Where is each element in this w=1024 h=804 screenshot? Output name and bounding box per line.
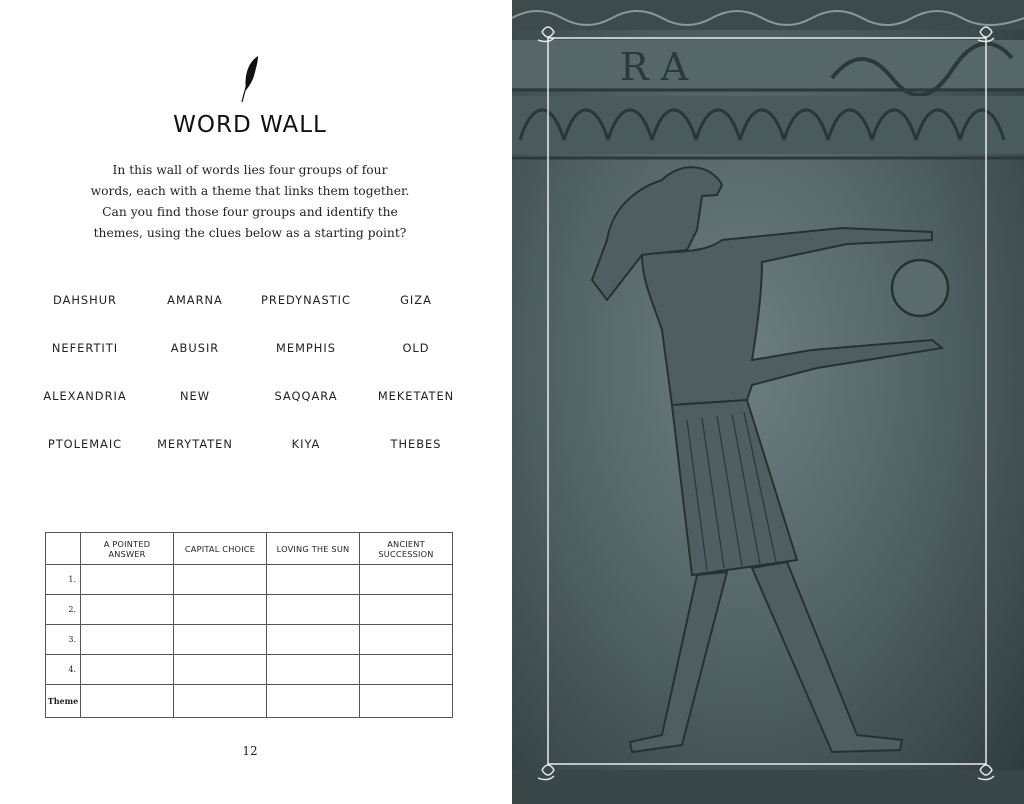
- column-header: LOVING THE SUN: [267, 533, 360, 565]
- egyptian-relief-image: [512, 0, 1024, 804]
- answer-cell[interactable]: [267, 625, 360, 655]
- column-header: CAPITAL CHOICE: [174, 533, 267, 565]
- left-leg: [630, 572, 727, 752]
- answer-cell[interactable]: [360, 655, 453, 685]
- answer-cell[interactable]: [174, 625, 267, 655]
- horus-figure: [592, 167, 942, 752]
- sun-disk: [892, 260, 948, 316]
- word-cell: GIZA: [400, 293, 432, 307]
- answer-cell[interactable]: [174, 655, 267, 685]
- row-label-theme: Theme: [46, 685, 81, 718]
- answer-cell[interactable]: [360, 565, 453, 595]
- theme-cell[interactable]: [360, 685, 453, 718]
- answer-cell[interactable]: [81, 655, 174, 685]
- table-row: [46, 655, 453, 685]
- answer-cell[interactable]: [267, 655, 360, 685]
- theme-cell[interactable]: [174, 685, 267, 718]
- word-cell: PTOLEMAIC: [47, 437, 123, 451]
- answer-cell[interactable]: [360, 595, 453, 625]
- word-cell: MEMPHIS: [276, 341, 336, 355]
- theme-cell[interactable]: [81, 685, 174, 718]
- bottom-band: [512, 770, 1024, 804]
- word-cell: ABUSIR: [170, 341, 220, 355]
- inscription-band: [512, 40, 1024, 88]
- table-row: [46, 595, 453, 625]
- answer-cell[interactable]: [360, 625, 453, 655]
- answer-cell[interactable]: [81, 565, 174, 595]
- answer-table: [45, 532, 453, 718]
- column-header: ANCIENT SUCCESSION: [360, 533, 453, 565]
- table-header-row: [46, 533, 453, 565]
- answer-cell[interactable]: [81, 595, 174, 625]
- relief-illustration: [512, 0, 1024, 804]
- theme-cell[interactable]: [267, 685, 360, 718]
- word-cell: DAHSHUR: [53, 293, 117, 307]
- table-corner-cell: [46, 533, 81, 565]
- word-cell: NEW: [180, 389, 210, 403]
- row-label: 4.: [46, 655, 81, 685]
- table-row: [46, 685, 453, 718]
- row-label: 1.: [46, 565, 81, 595]
- row-label: 3.: [46, 625, 81, 655]
- torso-and-arms: [642, 228, 942, 405]
- word-cell: NEFERTITI: [51, 341, 119, 355]
- quill-icon: [238, 54, 264, 104]
- table-row: [46, 565, 453, 595]
- column-header: A POINTED ANSWER: [81, 533, 174, 565]
- word-cell: MEKETATEN: [377, 389, 455, 403]
- answer-cell[interactable]: [174, 565, 267, 595]
- answer-cell[interactable]: [174, 595, 267, 625]
- word-cell: OLD: [402, 341, 430, 355]
- answer-cell[interactable]: [267, 565, 360, 595]
- word-cell: ALEXANDRIA: [43, 389, 127, 403]
- row-label: 2.: [46, 595, 81, 625]
- carved-letters: R A: [620, 45, 689, 89]
- right-leg: [752, 562, 902, 752]
- answer-cell[interactable]: [81, 625, 174, 655]
- answer-cell[interactable]: [267, 595, 360, 625]
- lotus-frieze: [512, 96, 1024, 154]
- word-cell: PREDYNASTIC: [261, 293, 351, 307]
- page-title: WORD WALL: [173, 112, 327, 138]
- word-cell: SAQQARA: [274, 389, 338, 403]
- word-cell: MERYTATEN: [157, 437, 233, 451]
- word-cell: KIYA: [291, 437, 321, 451]
- word-cell: AMARNA: [167, 293, 223, 307]
- word-cell: THEBES: [390, 437, 442, 451]
- intro-text: In this wall of words lies four groups of four words, each with a theme that links them together. Can you find those four groups and identify the themes, using the clues below as a starting point?: [90, 163, 410, 240]
- page-number: 12: [242, 744, 258, 758]
- table-row: [46, 625, 453, 655]
